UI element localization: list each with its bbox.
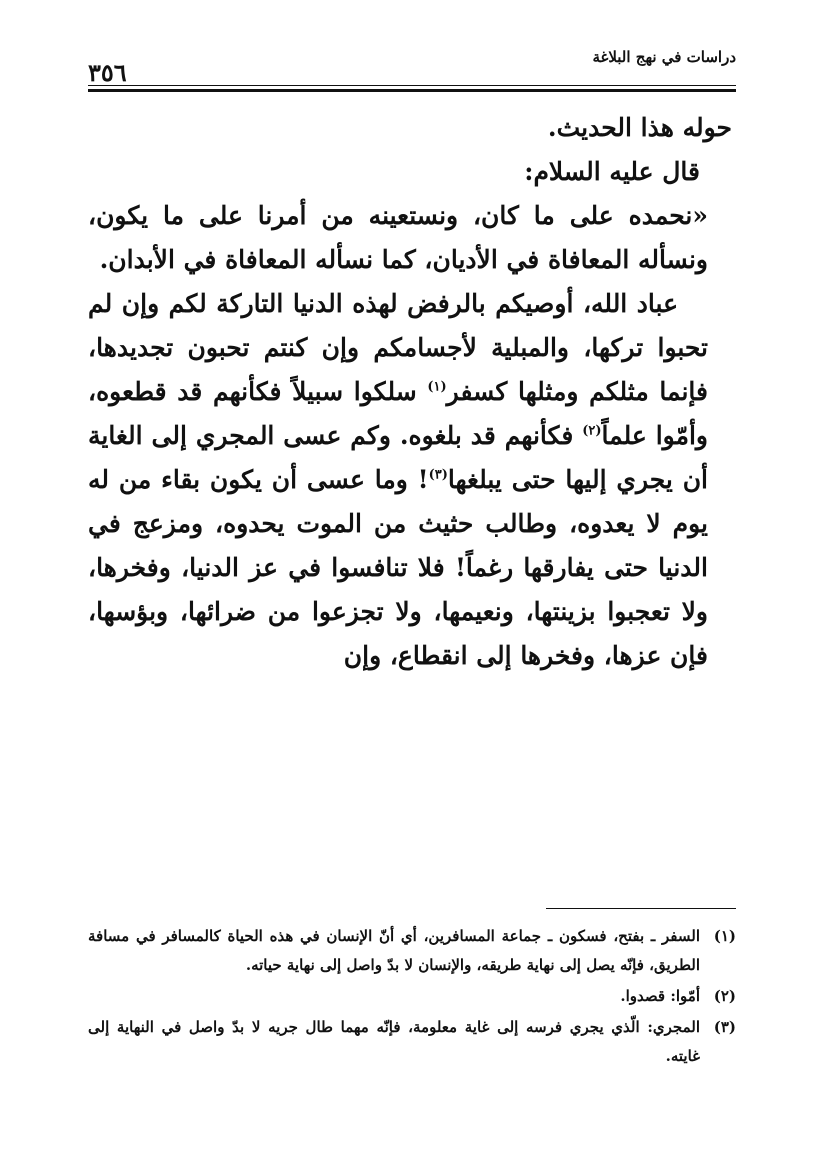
page-header [88,40,736,96]
main-text [88,106,736,678]
footnote-1 [88,922,736,980]
quote-paragraph-1: «نحمده على ما كان، ونستعينه من أمرنا على ما يكون، ونسأله المعافاة في الأديان، كما نسأله المعافاة في الأبدان. [88,201,708,274]
footnote-text: أمّوا: قصدوا. [620,987,700,1005]
footnote-text: المجري: الّذي يجري فرسه إلى غاية معلومة، فإنّه مهما طال جريه لا بدّ واصل في النهاية إلى غايته. [88,1018,700,1065]
footnote-text: السفر ـ بفتح، فسكون ـ جماعة المسافرين، أي أنّ الإنسان في هذه الحياة كالمسافر في مسافة الطريق، فإنّه يصل إلى نهاية طريقه، والإنسان لا بدّ واصل إلى نهاية حياته. [88,927,700,974]
header-rule-thick [88,89,736,92]
footnote-ref-2[interactable]: (٢) [582,423,602,439]
intro-line: حوله هذا الحديث. [547,113,732,142]
said-line: قال عليه السلام: [524,157,700,186]
footnote-ref-3[interactable]: (٣) [428,467,448,483]
page-number: ٣٥٦ [88,58,127,87]
quote-paragraph-2-part-b: سلكوا سبيلاً فكأنهم قد قطعوه، وأمّوا علماً [88,377,708,450]
footnotes [88,922,736,1073]
footnote-number: (١) [713,927,736,945]
running-title: دراسات في نهج البلاغة [592,48,736,66]
footnote-separator [546,908,736,909]
sermon-quote [88,194,736,678]
quote-paragraph-2-part-a: عباد الله، أوصيكم بالرفض لهذه الدنيا التاركة لكم وإن لم تحبوا تركها، والمبلية لأجسامكم وإن كنتم تحبون تجديدها، فإنما مثلكم ومثلها كسفر [88,289,709,406]
header-rule-thin [88,85,736,86]
quote-paragraph-2 [88,282,708,678]
footnote-number: (٣) [713,1018,736,1036]
footnote-number: (٢) [713,987,736,1005]
quote-paragraph-2-part-c: فكأنهم قد بلغوه. وكم عسى المجري إلى الغاية أن يجري إليها حتى يبلغها [88,421,709,494]
quote-paragraph-2-part-d: ! وما عسى أن يكون بقاء من له يوم لا يعدوه، وطالب حثيث من الموت يحدوه، ومزعج في الدنيا حتى يفارقها رغماً! فلا تنافسوا في عز الدنيا، وفخرها، ولا تعجبوا بزينتها، ونعيمها، ولا تجزعوا من ضرائها، وبؤسها، فإن عزها، وفخرها إلى انقطاع، وإن [88,465,708,670]
footnote-2 [88,982,736,1011]
footnote-3 [88,1013,736,1071]
footnote-ref-1[interactable]: (١) [427,379,447,395]
